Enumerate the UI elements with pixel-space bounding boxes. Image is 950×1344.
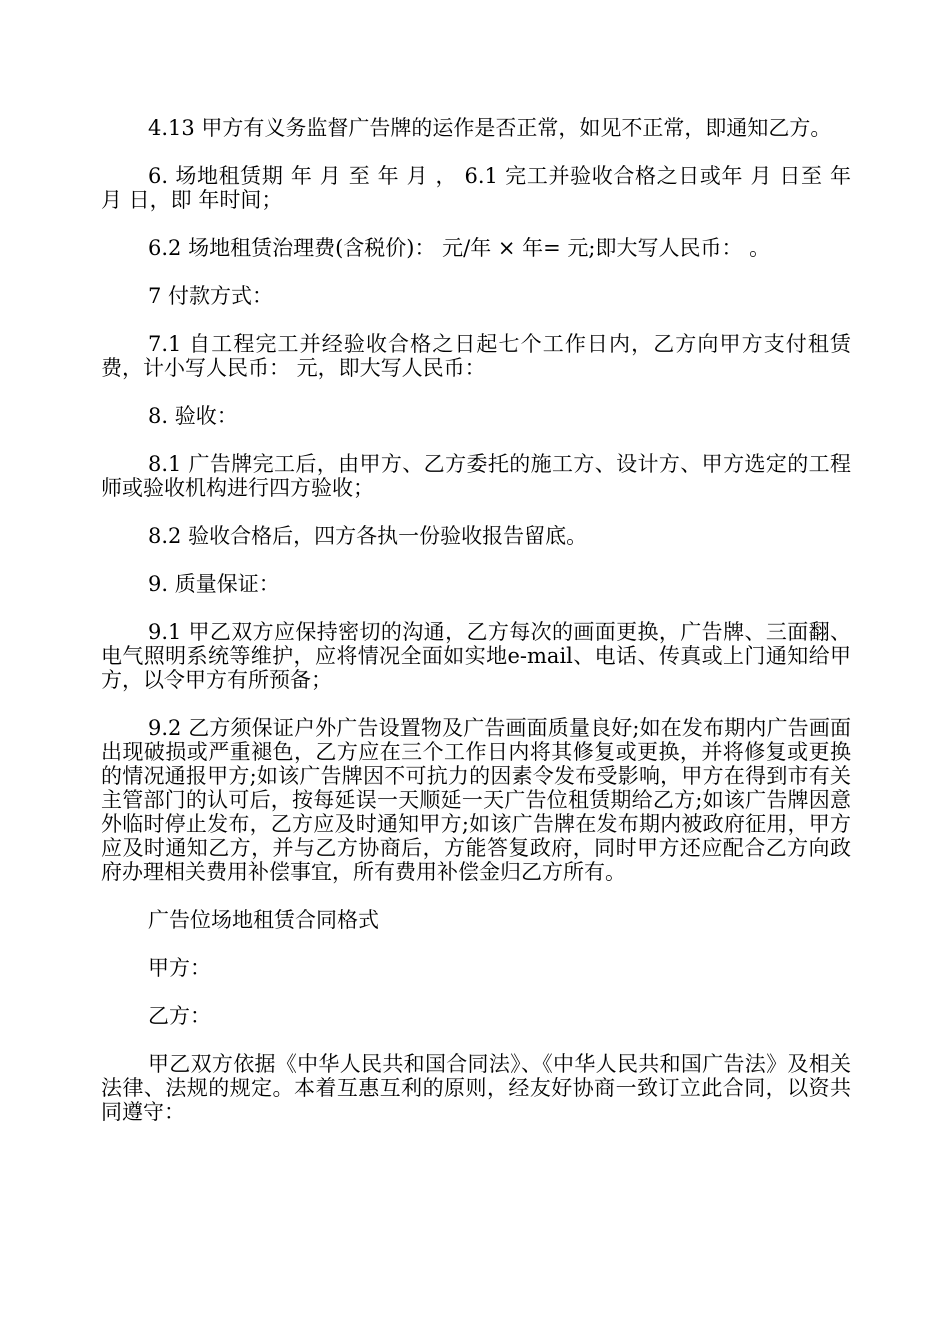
clause-9-2: 9.2 乙方须保证户外广告设置物及广告画面质量良好;如在发布期内广告画面出现破损或严重褪色，乙方应在三个工作日内将其修复或更换，并将修复或更换的情况通报甲方;如该广告牌因不可抗力的因素令发布受影响，甲方在得到市有关主管部门的认可后，按每延误一天顺延一天广告位租赁期给乙方;如该广告牌因意外临时停止发布，乙方应及时通知甲方;如该广告牌在发布期内被政府征用，甲方应及时通知乙方，并与乙方协商后，方能答复政府，同时甲方还应配合乙方向政府办理相关费用补偿事宜，所有费用补偿金归乙方所有。 [101,716,851,884]
document-body [101,116,851,1148]
party-b-line: 乙方： [148,1004,211,1028]
clause-6-lease-period: 6. 场地租赁期 年 月 至 年 月 ， 6.1 完工并验收合格之日或年 月 日至 年 月 日，即 年时间； [101,164,851,212]
clause-4-13: 4.13 甲方有义务监督广告牌的运作是否正常，如见不正常，即通知乙方。 [148,116,832,140]
clause-9-1: 9.1 甲乙双方应保持密切的沟通，乙方每次的画面更换，广告牌、三面翻、电气照明系统等维护，应将情况全面如实地e-mail、电话、传真或上门通知给甲方，以令甲方有所预备； [101,620,851,692]
section-7-payment: 7 付款方式： [148,284,274,308]
clause-8-1: 8.1 广告牌完工后，由甲方、乙方委托的施工方、设计方、甲方选定的工程师或验收机构进行四方验收； [101,452,851,500]
clause-8-2: 8.2 验收合格后，四方各执一份验收报告留底。 [148,524,588,548]
contract-preamble: 甲乙双方依据《中华人民共和国合同法》、《中华人民共和国广告法》及相关法律、法规的规定。本着互惠互利的原则，经友好协商一致订立此合同，以资共同遵守： [101,1052,851,1124]
party-a-line: 甲方： [148,956,211,980]
clause-6-2-management-fee: 6.2 场地租赁治理费(含税价)： 元/年 × 年= 元;即大写人民币： 。 [148,236,771,260]
clause-7-1: 7.1 自工程完工并经验收合格之日起七个工作日内，乙方向甲方支付租赁费，计小写人民币： 元，即大写人民币： [101,332,851,380]
contract-title: 广告位场地租赁合同格式 [148,908,379,932]
section-9-quality: 9. 质量保证： [148,572,280,596]
section-8-acceptance: 8. 验收： [148,404,238,428]
